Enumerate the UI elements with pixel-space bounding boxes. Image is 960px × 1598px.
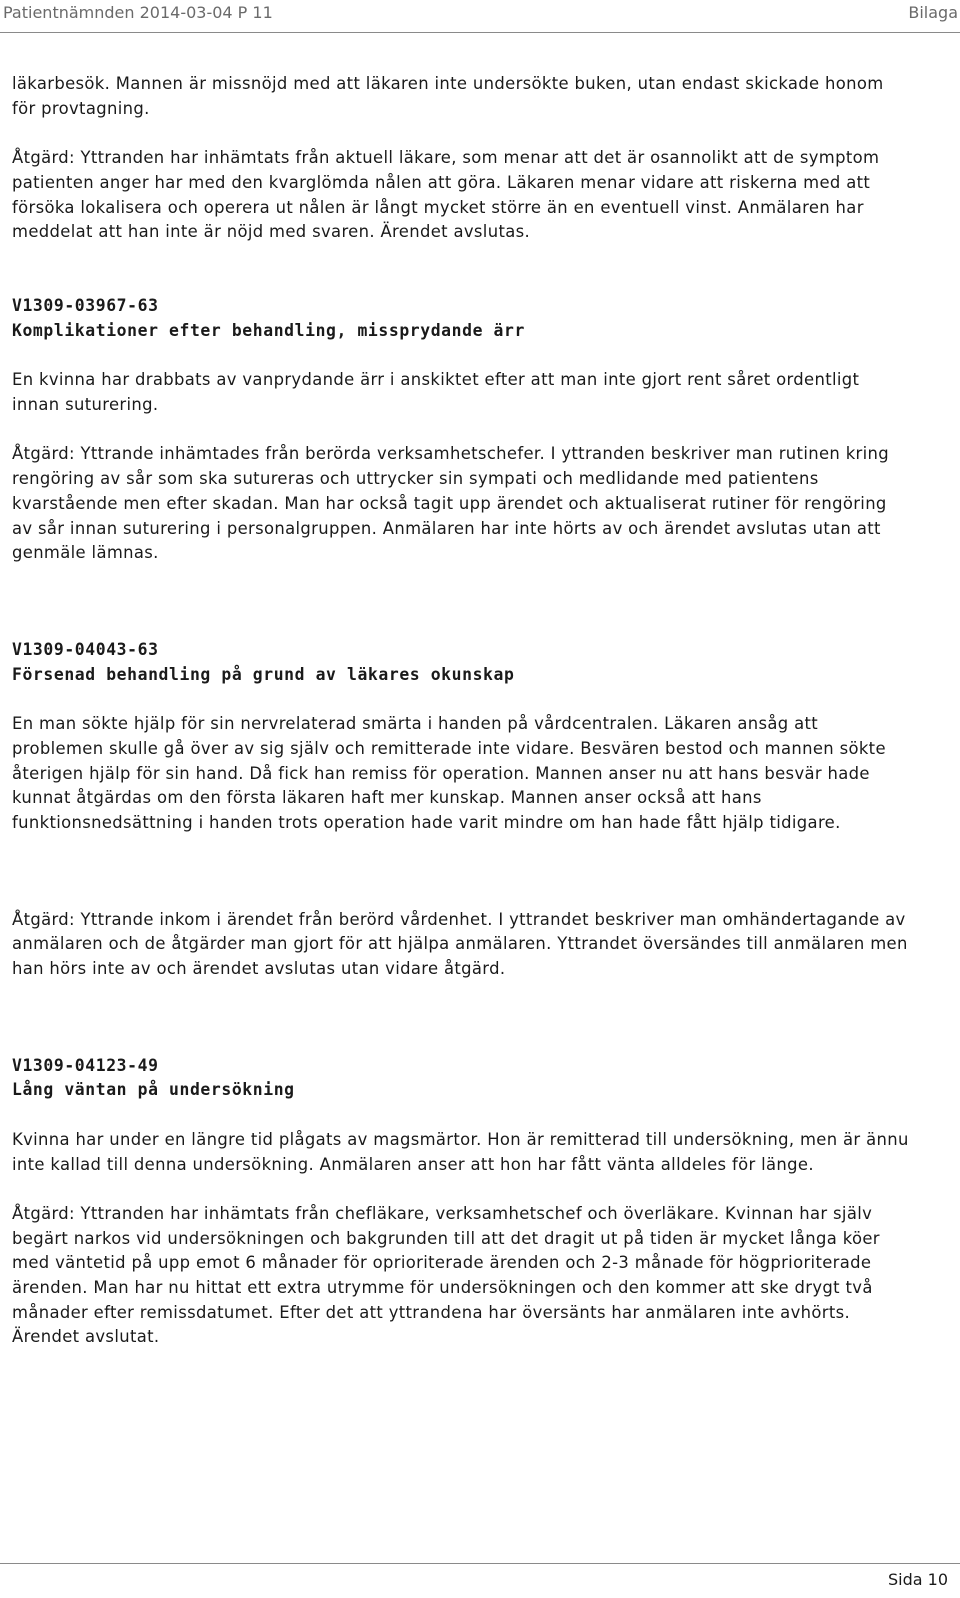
case-entry [12,294,912,566]
page-footer [0,1563,960,1598]
case-entry [12,1054,912,1350]
case-description: Kvinna har under en längre tid plågats av magsmärtor. Hon är remitterad till undersökning, men är ännu inte kallad till denna undersökning. Anmälaren anser att hon har fått vänta alldeles för länge. [12,1129,909,1174]
page-number: Sida 10 [887,1570,948,1589]
continued-paragraph: läkarbesök. Mannen är missnöjd med att läkaren inte undersökte buken, utan endast skickade honom för provtagning. [12,74,884,118]
case-title: Komplikationer efter behandling, missprydande ärr [12,321,525,340]
case-id: V1309-04043-63 [12,640,159,659]
continued-action-paragraph: Åtgärd: Yttranden har inhämtats från aktuell läkare, som menar att det är osannolikt att de symptom patienten anger har med den kvarglömda nålen att göra. Läkaren menar vidare att riskerna med att försöka lokalisera och operera ut nålen är långt mycket större än en eventuell vinst. Anmälaren har meddelat att han inte är nöjd med svaren. Ärendet avslutas. [12,148,880,242]
case-id: V1309-03967-63 [12,296,159,316]
case-description: En man sökte hjälp för sin nervrelaterad smärta i handen på vårdcentralen. Läkaren ansåg att problemen skulle gå över av sig själv och remitterade inte vidare. Besvären bestod och mannen sökte återigen hjälp för sin hand. Då fick han remiss för operation. Mannen anser nu att hans besvär hade kunnat åtgärdas om den första läkaren haft mer kunskap. Mannen anser också att hans funktionsnedsättning i handen trots operation hade varit mindre om han hade fått hjälp tidigare. [12,714,886,832]
case-description: En kvinna har drabbats av vanprydande ärr i anskiktet efter att man inte gjort rent såret ordentligt innan suturering. [12,370,860,415]
header-attachment-label: Bilaga [908,3,958,22]
case-action: Åtgärd: Yttrande inkom i ärendet från berörd vårdenhet. I yttrandet beskriver man omhändertagande av anmälaren och de åtgärder man gjort för att hjälpa anmälaren. Yttrandet översändes till anmälaren men han hörs inte av och ärendet avslutas utan vidare åtgärd. [12,909,908,979]
header-title: Patientnämnden 2014-03-04 P 11 [3,3,273,22]
case-action: Åtgärd: Yttrande inhämtades från berörda verksamhetschefer. I yttranden beskriver man rutinen kring rengöring av sår som ska sutureras och uttrycker sin sympati och medlidande med patientens kvarstående men efter skadan. Man har också tagit upp ärendet och aktualiserat rutiner för rengöring av sår innan suturering i personalgruppen. Anmälaren har inte hörts av och ärendet avslutas utan att genmäle lämnas. [12,444,890,563]
page-header [0,0,960,33]
document-body [12,72,912,1350]
case-entry [12,638,912,982]
case-title: Lång väntan på undersökning [12,1080,295,1100]
case-action: Åtgärd: Yttranden har inhämtats från chefläkare, verksamhetschef och överläkare. Kvinnan har själv begärt narkos vid undersökningen och bakgrunden till att det dragit ut på tiden är mycket långa köer med väntetid på upp emot 6 månader för oprioriterade ärenden och 2-3 månade för högprioriterade ärenden. Man har nu hittat ett extra utrymme för undersökningen och den kommer att ske drygt två månader efter remissdatumet. Efter det att yttrandena har översänts har anmälaren inte avhörts. Ärendet avslutat. [12,1203,880,1347]
case-id: V1309-04123-49 [12,1055,159,1075]
case-title: Försenad behandling på grund av läkares okunskap [12,664,515,684]
